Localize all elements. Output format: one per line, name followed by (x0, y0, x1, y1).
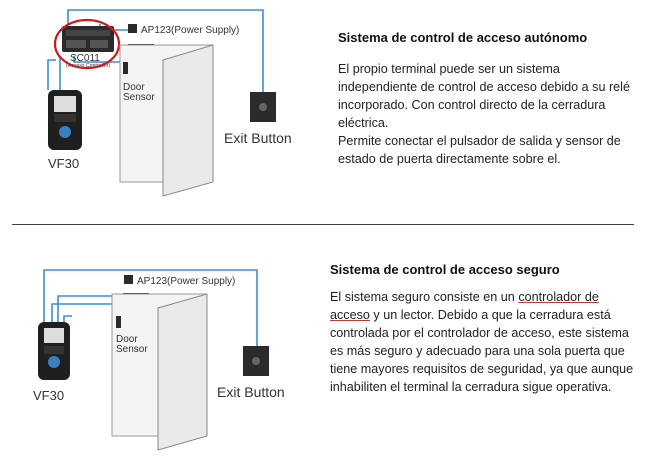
access-controller-term: controlador de acceso (330, 290, 599, 322)
vf30-terminal (48, 90, 82, 150)
controller-label: SC011 (70, 53, 100, 64)
door-sensor (116, 316, 121, 328)
access-controller (62, 26, 114, 52)
door (120, 45, 213, 196)
power-supply-label: AP123(Power Supply) (141, 25, 240, 36)
door-sensor-label-2: Sensor (116, 344, 148, 355)
exit-button-label: Exit Button (217, 384, 285, 400)
standalone-paragraph (338, 60, 638, 168)
power-supply-label: AP123(Power Supply) (137, 276, 236, 287)
secure-heading: Sistema de control de acceso seguro (330, 262, 560, 277)
door (112, 294, 207, 450)
standalone-paragraph-2: Permite conectar el pulsador de salida y sensor de estado de puerta directamente sobre el. (338, 134, 621, 166)
secure-access-diagram (0, 250, 320, 457)
power-supply (128, 24, 137, 33)
vf30-label: VF30 (48, 156, 80, 171)
door-sensor (123, 62, 128, 74)
vf30-terminal (38, 322, 70, 380)
standalone-paragraph-1: El propio terminal puede ser un sistema independiente de control de acceso debido a su relé incorporado. Con control directo de la cerradura eléctrica. (338, 62, 630, 130)
door-sensor-label-1: Door (123, 82, 145, 93)
secure-description (330, 262, 642, 396)
standalone-access-diagram (0, 0, 320, 210)
secure-paragraph (330, 288, 642, 396)
power-supply (124, 275, 133, 284)
exit-button (250, 92, 276, 122)
door-sensor-label-2: Sensor (123, 92, 155, 103)
exit-button (243, 346, 269, 376)
secure-paragraph-rest: y un lector. Debido a que la cerradura está controlada por el controlador de acceso, este sistema es más seguro y adecuado para una sola puerta que tiene mayores requisitos de seguridad, ya que aunque inhabiliten el terminal la cerradura sigue operativa. (330, 308, 634, 394)
secure-paragraph-start: El sistema seguro consiste en un (330, 290, 519, 304)
section-divider (12, 224, 634, 225)
controller-sublabel: (Access Controller) (66, 63, 111, 69)
vf30-label: VF30 (33, 388, 65, 403)
standalone-description (338, 30, 638, 168)
door-sensor-label-1: Door (116, 334, 138, 345)
standalone-heading: Sistema de control de acceso autónomo (338, 30, 588, 45)
exit-button-label: Exit Button (224, 130, 292, 146)
